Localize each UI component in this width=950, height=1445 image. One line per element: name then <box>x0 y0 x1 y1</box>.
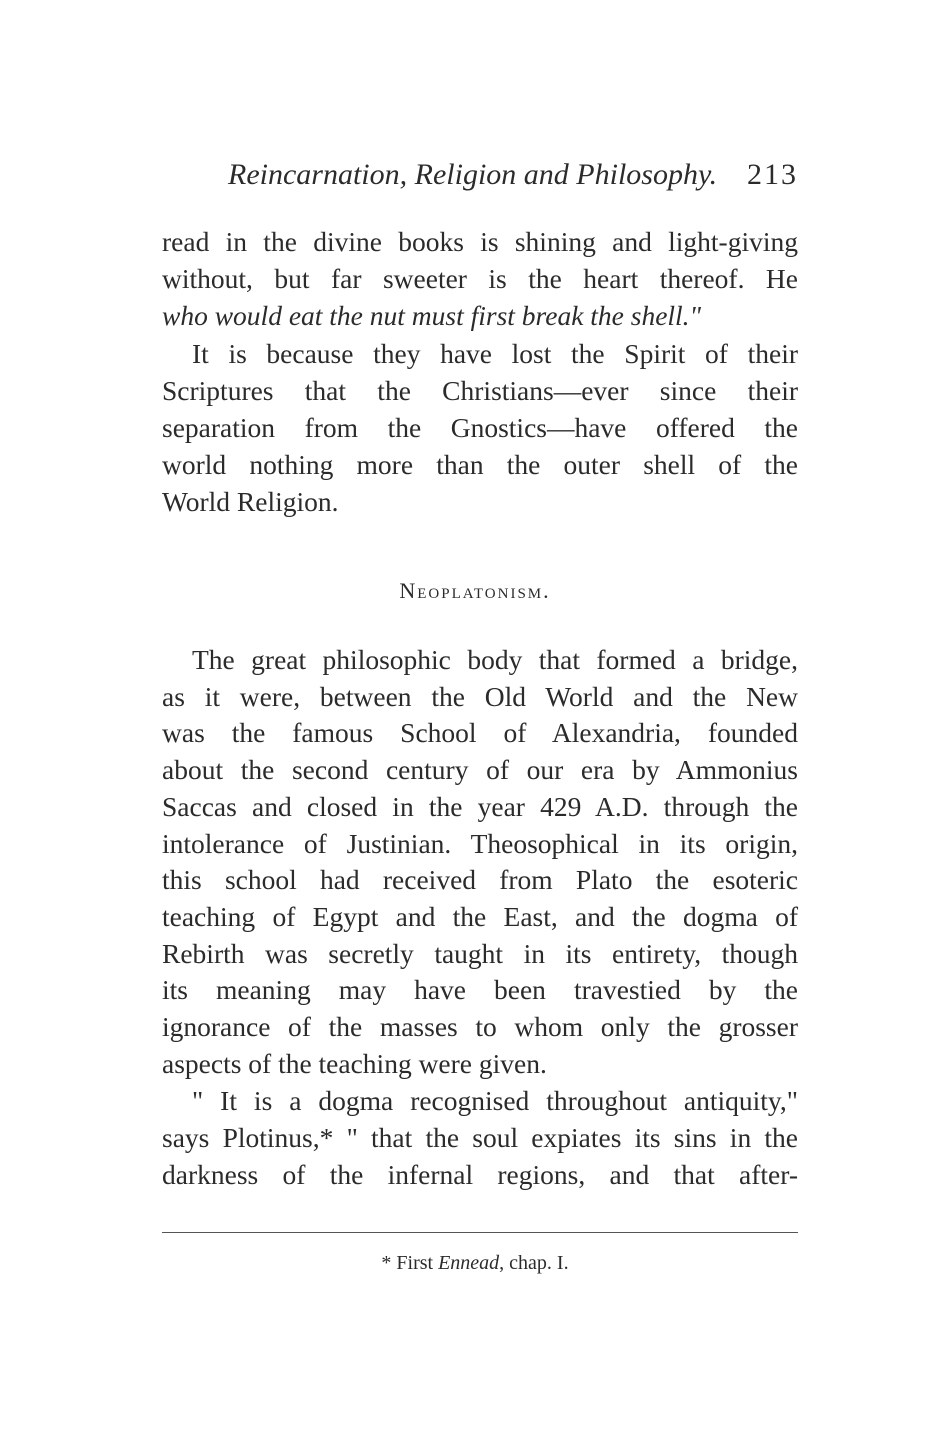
text-line: says Plotinus,* " that the soul expiates its sins in the <box>162 1122 798 1153</box>
text-line: separation from the Gnostics—have offered the <box>162 412 798 443</box>
text-line: read in the divine books is shining and light-giving <box>162 226 798 257</box>
text-line: about the second century of our era by Ammonius <box>162 754 798 785</box>
text-line: without, but far sweeter is the heart thereof. He <box>162 263 798 294</box>
text-line: aspects of the teaching were given. <box>162 1048 547 1079</box>
page-number: 213 <box>747 158 798 191</box>
footnote <box>0 1252 950 1275</box>
text-line: " It is a dogma recognised throughout antiquity," <box>192 1085 798 1116</box>
text-line: teaching of Egypt and the East, and the dogma of <box>162 901 798 932</box>
text-line: this school had received from Plato the esoteric <box>162 864 798 895</box>
running-title: Reincarnation, Religion and Philosophy. <box>228 158 718 191</box>
text-line: Rebirth was secretly taught in its entirety, though <box>162 938 798 969</box>
text-line: its meaning may have been travestied by the <box>162 974 798 1005</box>
footnote-work-title: Ennead <box>438 1252 500 1274</box>
text-line: world nothing more than the outer shell of the <box>162 449 798 480</box>
text-line: The great philosophic body that formed a bridge, <box>192 644 798 675</box>
text-line: ignorance of the masses to whom only the grosser <box>162 1011 798 1042</box>
section-heading: Neoplatonism. <box>399 578 551 603</box>
text-line: Scriptures that the Christians—ever since their <box>162 375 798 406</box>
text-line: was the famous School of Alexandria, founded <box>162 717 798 748</box>
text-line: intolerance of Justinian. Theosophical in its origin, <box>162 828 798 859</box>
footnote-prefix: * First <box>381 1252 439 1274</box>
text-line: World Religion. <box>162 486 339 517</box>
footnote-divider <box>162 1232 798 1233</box>
text-line: who would eat the nut must first break the shell." <box>162 300 702 331</box>
page-header <box>228 158 798 198</box>
text-line: Saccas and closed in the year 429 A.D. through the <box>162 791 798 822</box>
text-line: as it were, between the Old World and the New <box>162 681 798 712</box>
text-line: darkness of the infernal regions, and that after- <box>162 1159 798 1190</box>
text-line: It is because they have lost the Spirit of their <box>192 338 798 369</box>
footnote-suffix: , chap. I. <box>499 1252 569 1274</box>
